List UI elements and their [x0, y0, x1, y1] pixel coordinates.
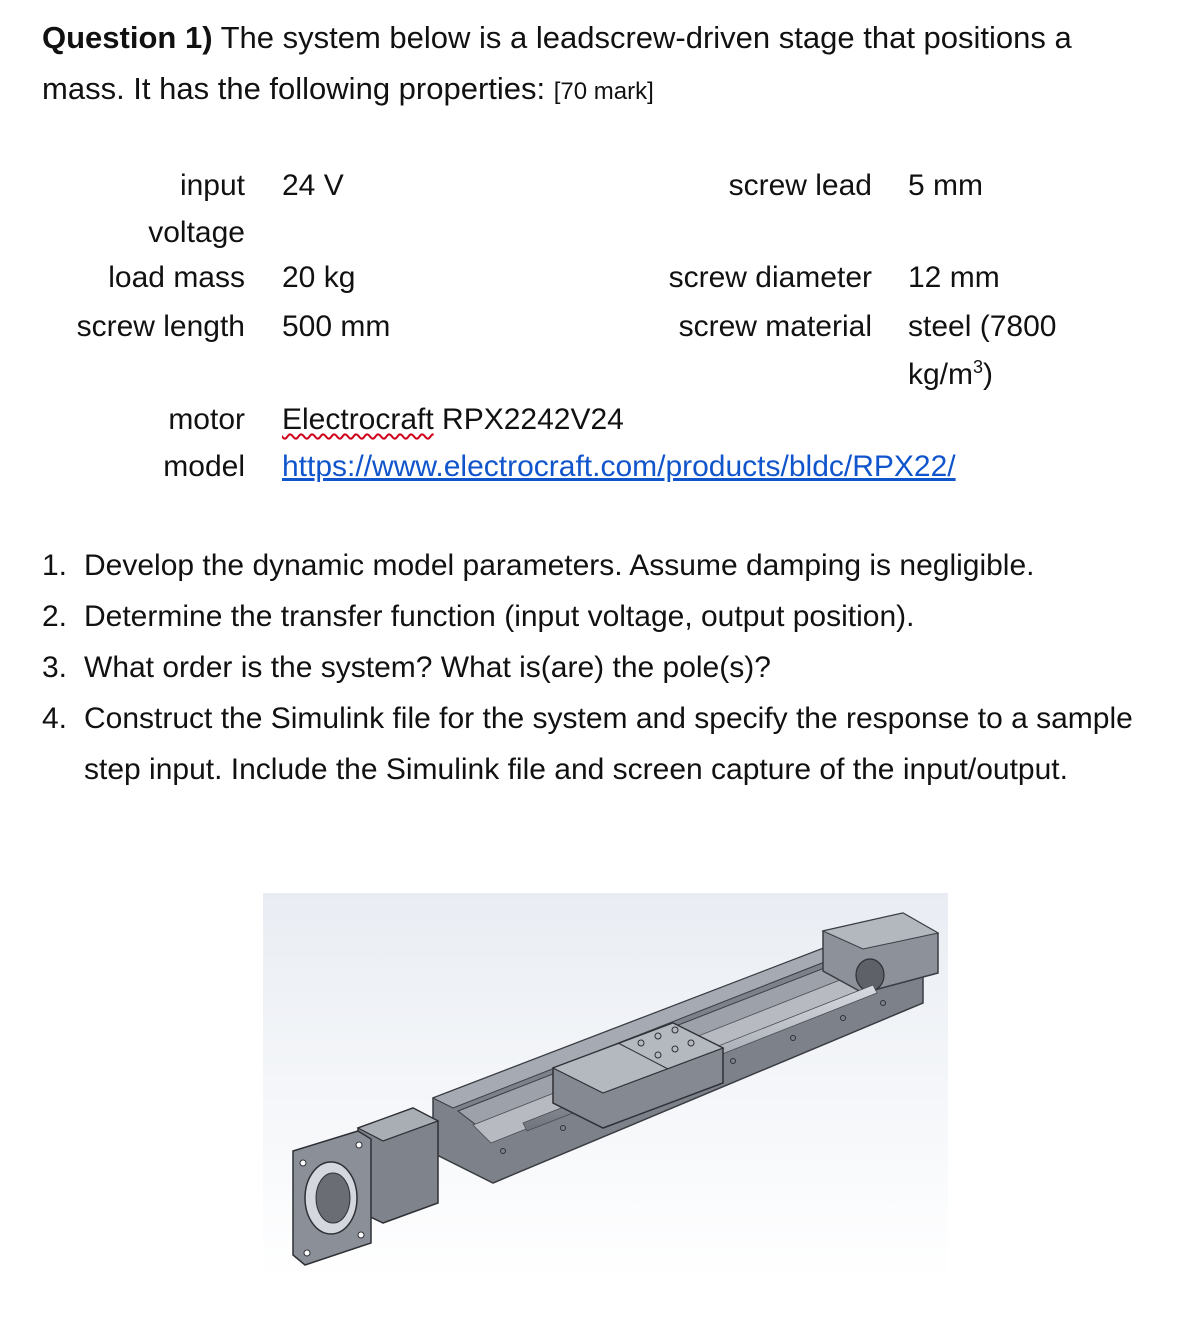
task-number: 4. — [42, 702, 68, 735]
motor-model-label-line2: model — [163, 450, 245, 483]
screw-lead-value: 5 mm — [908, 169, 983, 202]
task-item — [42, 591, 1152, 642]
question-header — [42, 12, 1152, 117]
density-unit-exponent: 3 — [973, 357, 984, 377]
task-item — [42, 540, 1152, 591]
task-number: 1. — [42, 549, 68, 582]
input-voltage-label-line1: input — [179, 169, 245, 202]
motor-brand: Electrocraft — [282, 403, 434, 436]
task-text: Construct the Simulink file for the system and specify the response to a sample step input. Include the Simulink file and screen capture of the input/output. — [84, 702, 1133, 786]
screw-material-label: screw material — [678, 310, 872, 343]
task-number: 3. — [42, 651, 68, 684]
density-unit-close: ) — [983, 358, 994, 391]
load-mass-label: load mass — [108, 261, 245, 294]
screw-diameter-value: 12 mm — [908, 261, 1000, 294]
screw-material-value-line1: steel (7800 — [908, 310, 1057, 343]
task-text: Determine the transfer function (input voltage, output position). — [84, 600, 915, 633]
screw-length-value: 500 mm — [282, 310, 391, 343]
question-marks: [70 mark] — [553, 78, 654, 105]
question-text: The system below is a leadscrew-driven stage that positions a mass. It has the following properties: — [42, 20, 1072, 106]
input-voltage-value: 24 V — [282, 169, 344, 202]
motor-model-label-line1: motor — [168, 403, 245, 436]
task-item — [42, 642, 1152, 693]
task-item — [42, 693, 1152, 795]
screw-diameter-label: screw diameter — [668, 261, 872, 294]
task-list — [42, 540, 1152, 795]
task-text: What order is the system? What is(are) the pole(s)? — [84, 651, 771, 684]
motor-model-value — [282, 398, 624, 442]
load-mass-value: 20 kg — [282, 261, 356, 294]
question-label: Question 1) — [42, 20, 213, 55]
motor-datasheet-link[interactable]: https://www.electrocraft.com/products/bldc/RPX22/ — [282, 450, 956, 483]
leadscrew-stage-illustration — [263, 893, 948, 1281]
screw-lead-label: screw lead — [728, 169, 872, 202]
task-text: Develop the dynamic model parameters. Assume damping is negligible. — [84, 549, 1035, 582]
motor-model-number: RPX2242V24 — [433, 403, 624, 436]
screw-material-value-line2 — [908, 353, 993, 397]
density-unit: kg/m — [908, 358, 974, 391]
input-voltage-label-line2: voltage — [148, 216, 245, 249]
leadscrew-stage-figure — [263, 893, 948, 1281]
task-number: 2. — [42, 600, 68, 633]
screw-length-label: screw length — [76, 310, 245, 343]
